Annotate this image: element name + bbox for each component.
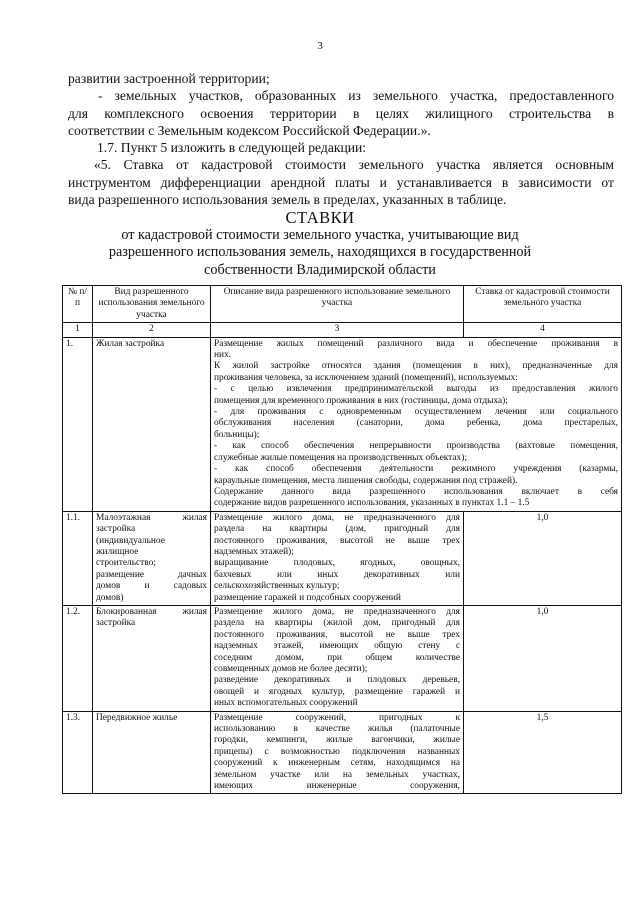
desc-line: Содержание данного вида разрешенного использования включает в себя [214,486,618,497]
paragraph-line: соответствии с Земельным кодексом Российской Федерации.». [68,122,431,138]
type-line: (индивидуальное [96,535,165,546]
table-row [63,337,622,511]
row-rate: 1,0 [464,511,622,605]
row-description [211,511,464,605]
type-line: жилищное [96,546,139,557]
desc-line: надземных этажей); [214,546,294,557]
desc-line: К жилой застройке относятся здания (помещения в них), предназначенные для [214,361,618,372]
header-num: № п/п [63,286,93,323]
desc-line: - как способ обеспечения непрерывности производства (вахтовые помещения, [214,441,618,452]
column-number: 1 [63,323,93,337]
title-line: от кадастровой стоимости земельного участка, учитывающие вид [121,226,519,243]
row-type [93,511,211,605]
type-line: Малоэтажная жилая [96,512,207,523]
desc-line: бахчевых или иных декоративных или [214,569,460,580]
type-line: размещение дачных [96,569,207,580]
table-row [63,605,622,711]
desc-line: - для проживания с одновременным осуществлением лечения или социального [214,407,618,418]
desc-line: - как способ обеспечения деятельности режимного учреждения (казармы, [214,464,618,475]
type-line: Блокированная жилая [96,606,207,617]
table-header-row [63,286,622,323]
title-line: разрешенного использования земель, находящихся в государственной [108,244,532,260]
row-number: 1. [63,337,93,511]
row-rate: 1,5 [464,711,622,794]
desc-line: иных вспомогательных сооружений [214,698,358,709]
column-number: 4 [464,323,622,337]
desc-line: городки, кемпинги, жилые вагончики, жилые [214,735,460,746]
table-row [63,711,622,794]
column-number-row [63,323,622,337]
type-line: домов и садовых [96,581,207,592]
desc-line: обслуживания населения (санатории, дома ребенка, дома престарелых, [214,418,618,429]
title-main: СТАВКИ [285,208,355,227]
row-number: 1.3. [63,711,93,794]
row-description [211,605,464,711]
desc-line: Размещение жилого дома, не предназначенного для [214,606,460,617]
type-line: Жилая застройка [96,338,165,349]
paragraph-line: вида разрешенного использования земель в пределах, указанных в таблице. [68,192,507,208]
desc-line: соседним домом, при общем количестве [214,652,460,663]
row-type [93,711,211,794]
page-number: 3 [317,40,323,52]
type-line: строительство; [96,558,156,569]
type-line: застройка [96,524,136,535]
table-title [0,209,640,279]
desc-line: Размещение жилого дома, не предназначенного для [214,512,460,523]
desc-line: караульные помещения, места лишения свободы, содержания под стражей). [214,475,518,486]
row-number: 1.2. [63,605,93,711]
desc-line: совмещенных домов не более десяти); [214,664,368,674]
desc-line: - с целью извлечения предпринимательской выгоды из предоставления жилого [214,384,618,395]
desc-line: имеющих инженерные сооружения, [214,781,460,792]
desc-line: использованию в качестве жилья (палаточные [214,724,460,735]
desc-line: выращивание плодовых, ягодных, овощных, [214,558,460,569]
desc-line: раздела на квартиры (жилой дом, пригодный для [214,618,460,629]
desc-line: помещения для временного проживания в них (гостиницы, дома отдыха); [214,395,508,406]
desc-line: размещение гаражей и подсобных сооружений [214,592,401,603]
desc-line: раздела на квартиры (дом, пригодный для [214,524,460,535]
type-line: застройка [96,618,136,629]
table-row [63,511,622,605]
row-description [211,711,464,794]
type-line: домов) [96,592,124,603]
type-line: Передвижное жилье [96,712,178,723]
header-desc: Описание вида разрешенного использование земельного участка [211,286,464,323]
body-text [68,70,614,208]
rates-table [62,285,622,794]
desc-line: Размещение сооружений, пригодных к [214,712,460,723]
paragraph-line: развитии застроенной территории; [68,71,270,86]
desc-line: больницы); [214,429,260,440]
desc-line: служебные жилые помещения на производственных объектах); [214,452,467,463]
desc-line: проживания человека, за исключением зданий (помещений), используемых: [214,372,518,383]
desc-line: постоянного проживания, высотой не выше трех [214,629,460,640]
header-type: Вид разрешенного использования земельного участка [93,286,211,323]
paragraph-line: «5. Ставка от кадастровой стоимости земельного участка является основным [94,157,614,173]
row-description [211,337,622,511]
paragraph-line: - земельных участков, образованных из земельного участка, предоставленного [98,88,614,104]
paragraph-line: инструментом дифференциации арендной платы и устанавливается в зависимости от [68,174,614,190]
desc-line: разведение декоративных и плодовых деревьев, [214,675,460,686]
paragraph-line: 1.7. Пункт 5 изложить в следующей редакции: [97,140,367,156]
desc-line: содержание видов разрешенного использования, указанных в пунктах 1.1 – 1.5 [214,498,530,509]
desc-line: них. [214,350,232,361]
desc-line: прицепы) с возможностью подключения названных [214,746,460,757]
desc-line: постоянного проживания, высотой не выше трех [214,535,460,546]
row-type [93,337,211,511]
title-line: собственности Владимирской области [204,261,436,278]
desc-line: надземных этажей, имеющих общую стену с [214,641,460,652]
desc-line: земельном участке или на земельных участках, [214,769,460,780]
header-rate: Ставка от кадастровой стоимости земельного участка [464,286,622,323]
desc-line: сооружений к инженерным сетям, находящимся на [214,758,460,769]
column-number: 2 [93,323,211,337]
column-number: 3 [211,323,464,337]
row-rate: 1,0 [464,605,622,711]
desc-line: сельскохозяйственных культур; [214,581,340,592]
desc-line: Размещение жилых помещений различного вида и обеспечение проживания в [214,338,618,349]
row-number: 1.1. [63,511,93,605]
desc-line: овощей и ягодных культур, размещение гаражей и [214,686,460,697]
row-type [93,605,211,711]
paragraph-line: для комплексного освоения территории в целях жилищного строительства в [68,105,614,121]
